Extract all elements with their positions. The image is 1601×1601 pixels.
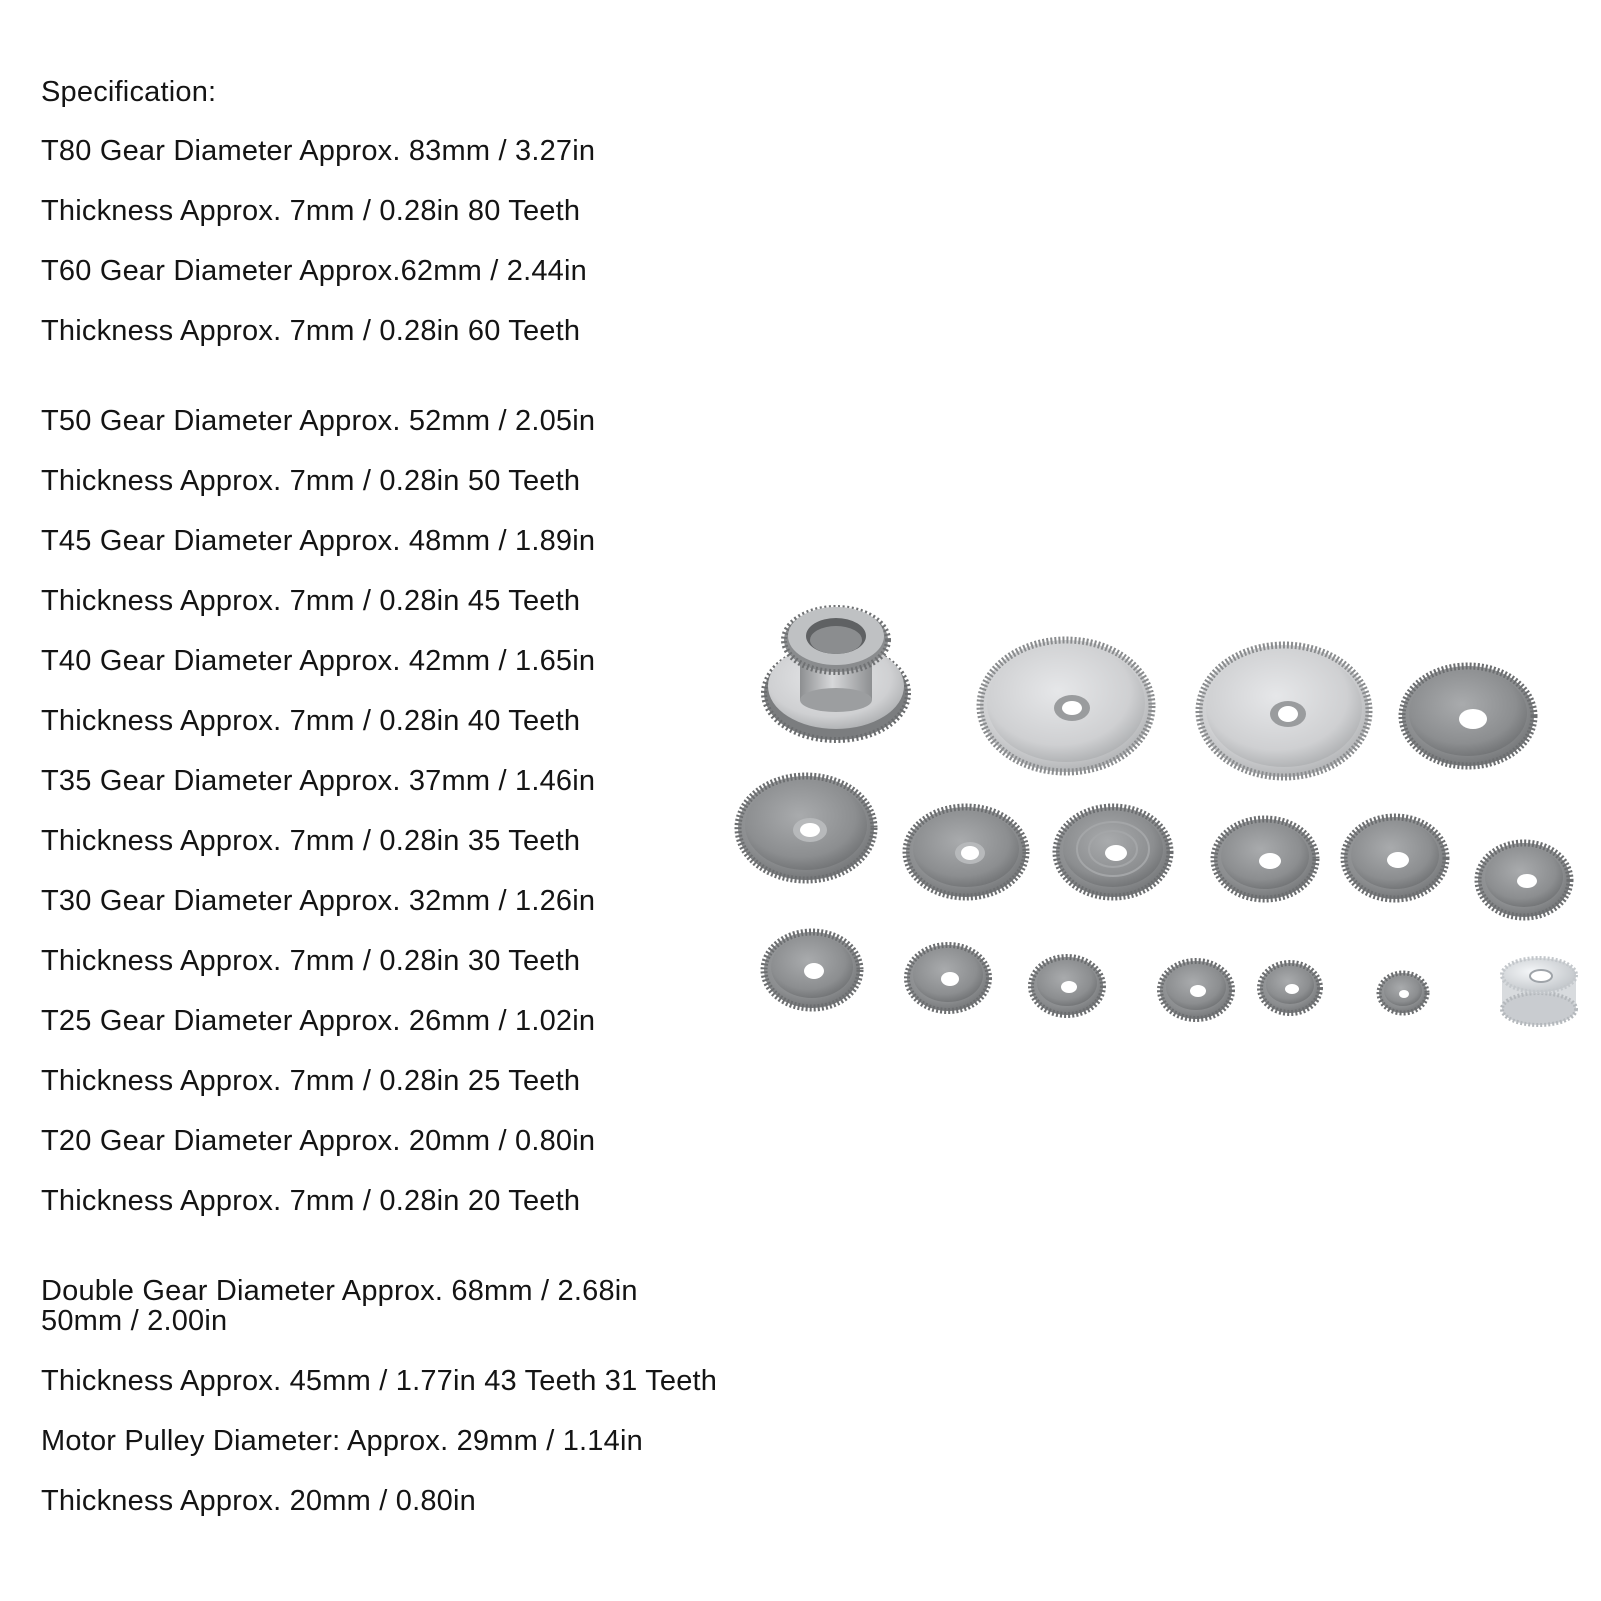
gear-small — [1160, 961, 1232, 1019]
spec-line: T60 Gear Diameter Approx.62mm / 2.44in — [41, 255, 587, 287]
spec-line: Thickness Approx. 7mm / 0.28in 50 Teeth — [41, 465, 581, 497]
gear-small — [907, 945, 989, 1011]
spec-line: Thickness Approx. 7mm / 0.28in 40 Teeth — [41, 705, 581, 737]
spec-line: T45 Gear Diameter Approx. 48mm / 1.89in — [41, 525, 596, 557]
spec-line: Motor Pulley Diameter: Approx. 29mm / 1.14in — [41, 1425, 643, 1457]
gear-t20 — [1478, 843, 1570, 917]
spec-line: Thickness Approx. 7mm / 0.28in 25 Teeth — [41, 1065, 581, 1097]
gear-small — [1260, 963, 1320, 1013]
spec-heading: Specification: — [41, 76, 217, 108]
gear-t30 — [1214, 819, 1316, 899]
spec-line: T40 Gear Diameter Approx. 42mm / 1.65in — [41, 645, 596, 677]
double-gear — [764, 607, 908, 740]
gear-t60 — [1199, 645, 1369, 777]
spec-line: Thickness Approx. 7mm / 0.28in 45 Teeth — [41, 585, 581, 617]
spec-line: Thickness Approx. 45mm / 1.77in 43 Teeth 31 Teeth — [41, 1365, 718, 1397]
spec-line: Thickness Approx. 7mm / 0.28in 30 Teeth — [41, 945, 581, 977]
gear-t25 — [1344, 817, 1446, 899]
spec-line: Thickness Approx. 20mm / 0.80in — [41, 1485, 476, 1517]
motor-pulley — [1502, 958, 1576, 1025]
gear-t40 — [906, 807, 1026, 897]
spec-line: T50 Gear Diameter Approx. 52mm / 2.05in — [41, 405, 596, 437]
spec-line: Thickness Approx. 7mm / 0.28in 35 Teeth — [41, 825, 581, 857]
spec-line: Thickness Approx. 7mm / 0.28in 20 Teeth — [41, 1185, 581, 1217]
gear-t45 — [738, 776, 874, 880]
spec-line: T30 Gear Diameter Approx. 32mm / 1.26in — [41, 885, 596, 917]
spec-line: Thickness Approx. 7mm / 0.28in 60 Teeth — [41, 315, 581, 347]
spec-line: Double Gear Diameter Approx. 68mm / 2.68in — [41, 1275, 638, 1307]
gear-t35 — [1056, 807, 1170, 897]
gear-small — [764, 932, 860, 1008]
spec-line: T80 Gear Diameter Approx. 83mm / 3.27in — [41, 135, 596, 167]
spec-line: T25 Gear Diameter Approx. 26mm / 1.02in — [41, 1005, 596, 1037]
spec-line: T20 Gear Diameter Approx. 20mm / 0.80in — [41, 1125, 596, 1157]
gear-t80 — [980, 640, 1152, 772]
spec-line: 50mm / 2.00in — [41, 1305, 228, 1337]
gear-tiny — [1379, 973, 1427, 1013]
gear-small — [1031, 957, 1103, 1015]
spec-line: T35 Gear Diameter Approx. 37mm / 1.46in — [41, 765, 596, 797]
gear-t50 — [1402, 666, 1534, 766]
spec-line: Thickness Approx. 7mm / 0.28in 80 Teeth — [41, 195, 581, 227]
